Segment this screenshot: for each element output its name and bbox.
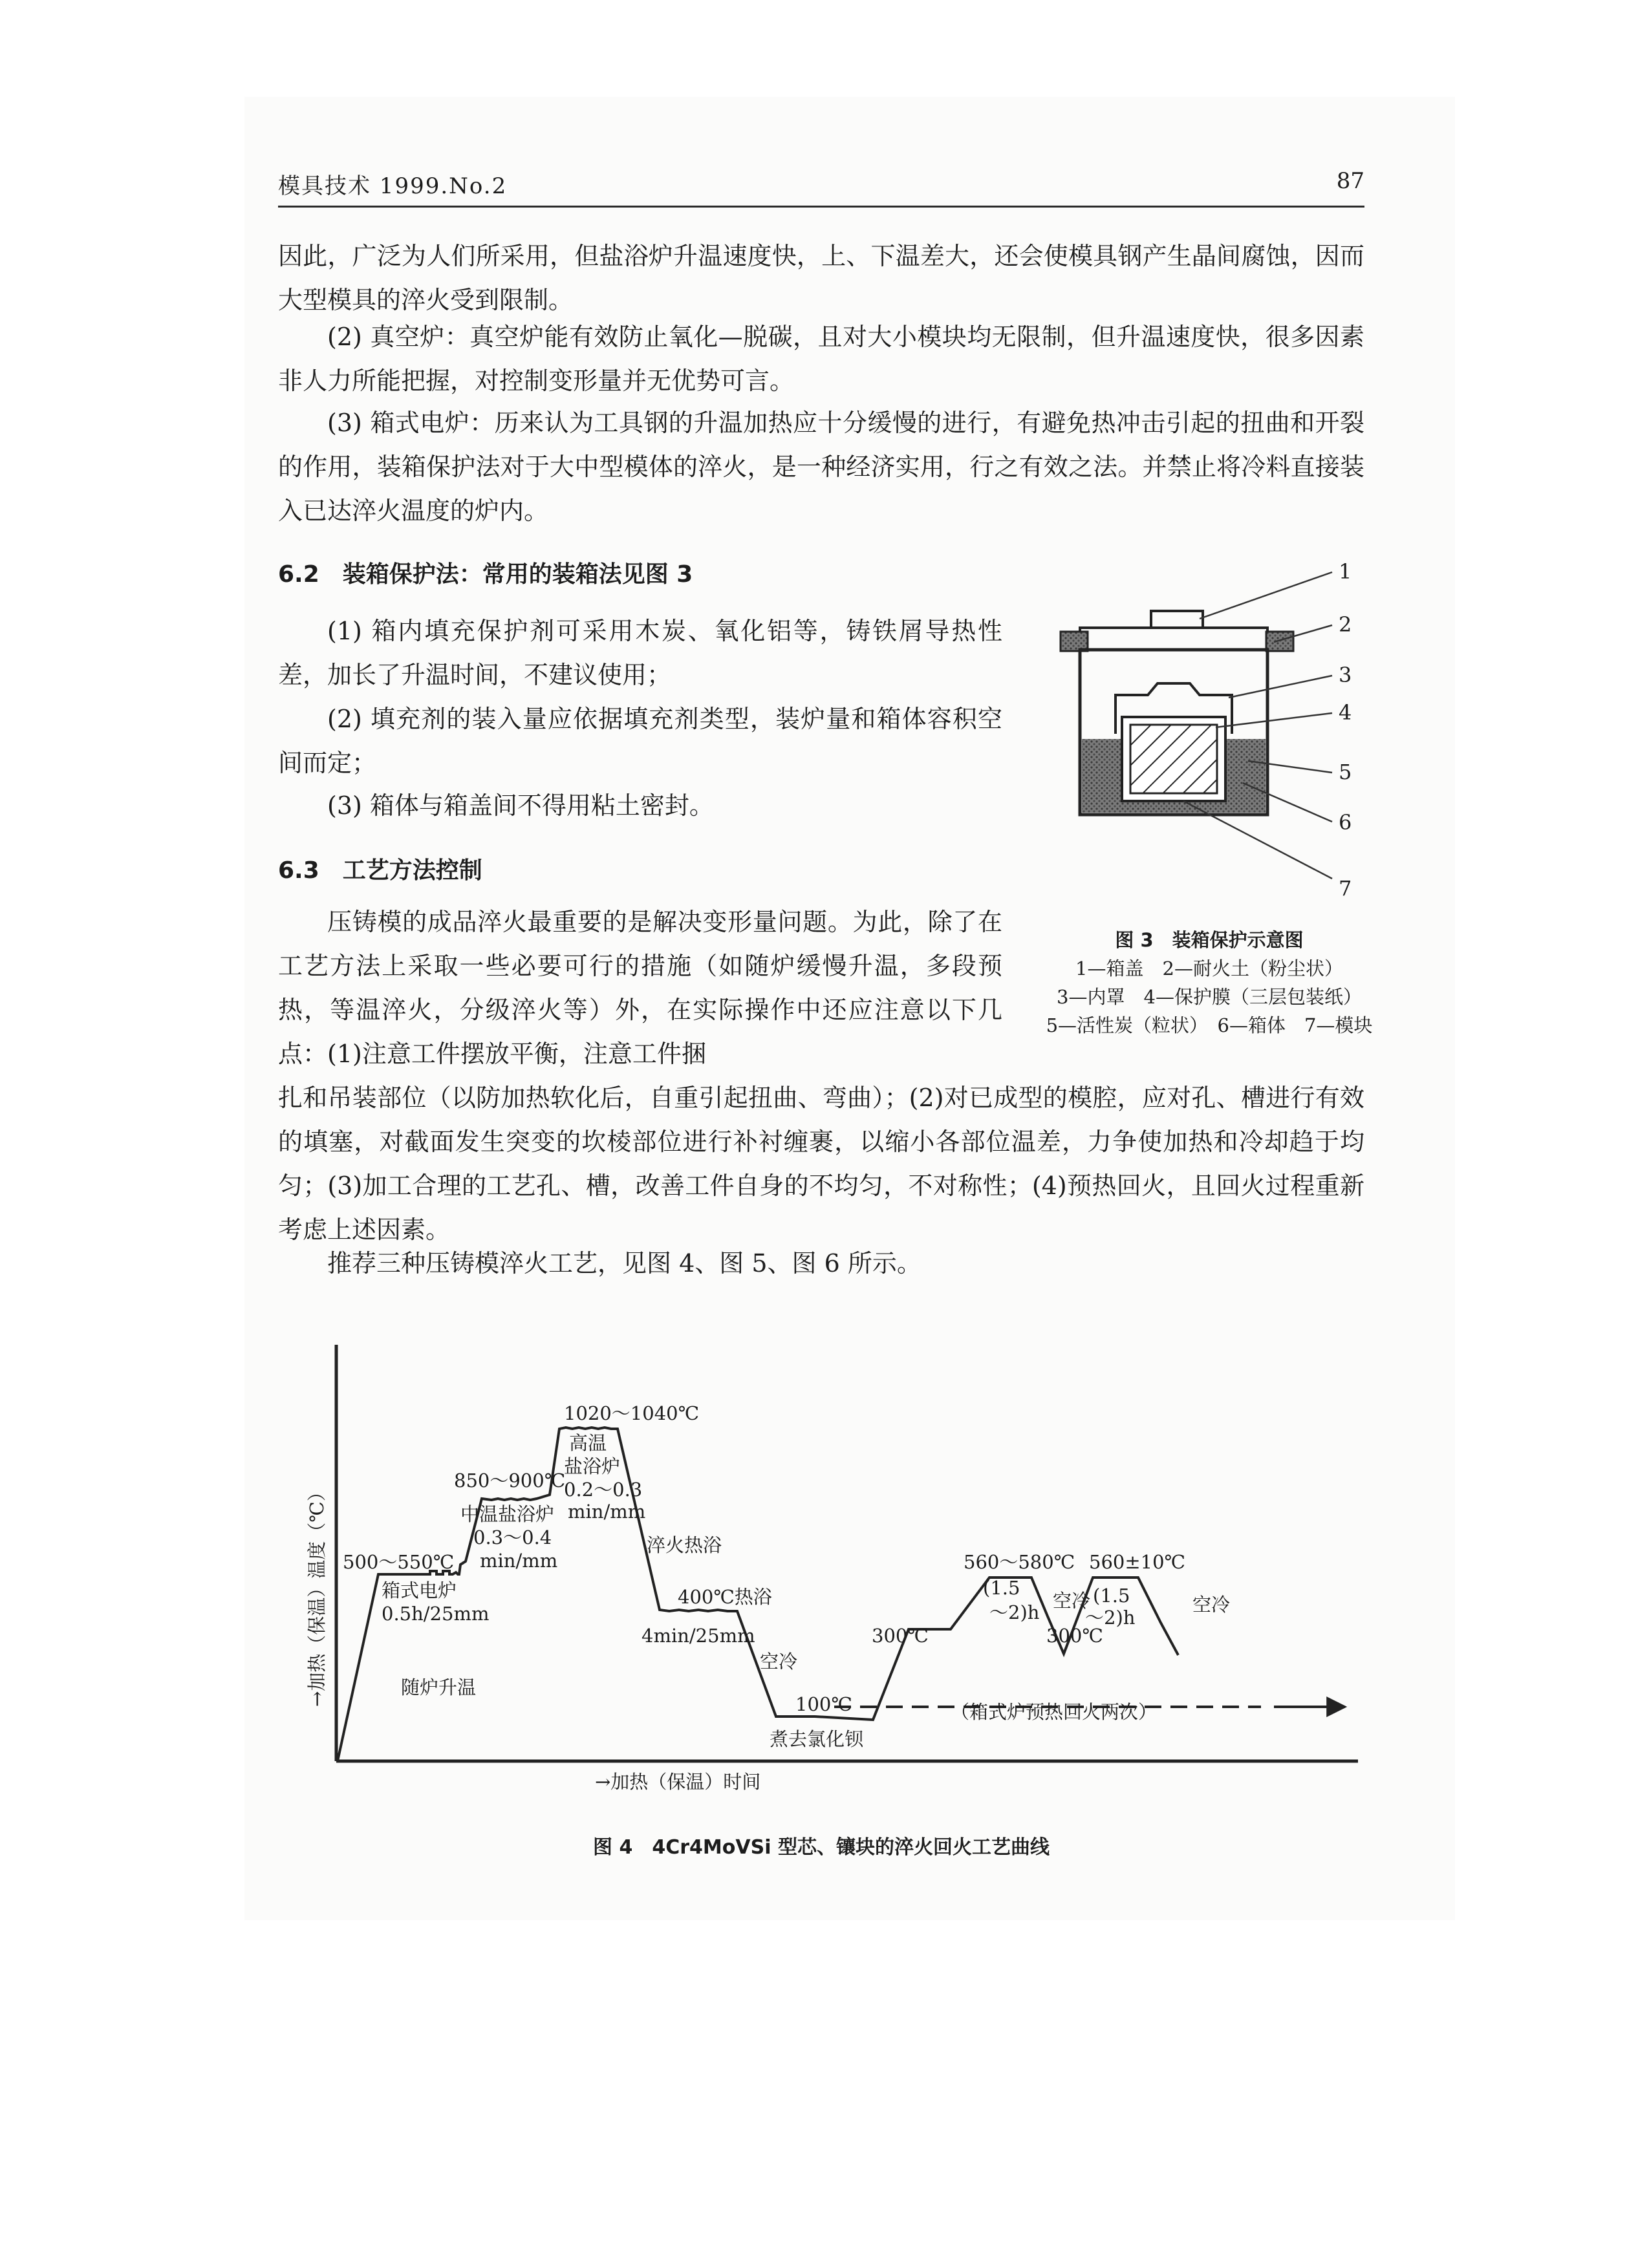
- label-heat-with-furnace: 随炉升温: [401, 1676, 477, 1698]
- refractory-soil-right: [1266, 632, 1293, 651]
- figure-3-caption: [1002, 926, 1416, 1040]
- label-rate-2a: 0.3～0.4: [473, 1526, 552, 1548]
- paragraph-vacuum-furnace: (2) 真空炉：真空炉能有效防止氧化—脱碳，且对大小模块均无限制，但升温速度快，很多因素非人力所能把握，对控制变形量并无优势可言。: [278, 323, 1364, 395]
- section-6-2-heading: 6.2 装箱保护法：常用的装箱法见图 3: [278, 561, 693, 588]
- label-500: 500～550℃: [343, 1551, 455, 1573]
- box-lid: [1080, 611, 1267, 650]
- label-560-a: 560～580℃: [964, 1551, 1075, 1573]
- label-rate-2b: min/mm: [480, 1550, 558, 1572]
- running-header: [278, 168, 1364, 207]
- paragraph-recommend: 推荐三种压铸模淬火工艺，见图 4、图 5、图 6 所示。: [327, 1249, 921, 1278]
- label-850: 850～900℃: [454, 1470, 566, 1492]
- paragraph-no-clay: (3) 箱体与箱盖间不得用粘土密封。: [327, 791, 714, 820]
- paragraph-deformation-a: 压铸模的成品淬火最重要的是解决变形量问题。为此，除了在工艺方法上采取一些必要可行的措施（如随炉缓慢升温，多段预热，等温淬火，分级淬火等）外，在实际操作中还应注意以下几点：(1)注意工件摆放平衡，注意工件捆: [278, 908, 1002, 1068]
- label-300-b: 300℃: [1046, 1625, 1103, 1647]
- label-mid-bath: 中温盐浴炉: [460, 1503, 555, 1525]
- header-rule: [278, 206, 1364, 208]
- label-high-a: 高温: [569, 1432, 607, 1454]
- quench-temper-curve: [304, 1332, 1364, 1810]
- x-axis-label: →加热（保温）时间: [595, 1771, 761, 1793]
- die-block: [1130, 725, 1217, 793]
- y-axis-label: →加热（保温）温度（℃）: [306, 1482, 328, 1707]
- label-temper-note: （箱式炉预热回火两次）: [951, 1701, 1158, 1723]
- callout-1: 1: [1339, 559, 1352, 584]
- label-rate-1: 0.5h/25mm: [382, 1603, 490, 1625]
- label-100: 100℃: [795, 1693, 852, 1715]
- figure-3-legend-2: 3—内罩 4—保护膜（三层包装纸）: [1057, 986, 1362, 1008]
- paragraph-filler: (1) 箱内填充保护剂可采用木炭、氧化铝等，铸铁屑导热性差，加长了升温时间，不建议使用；: [278, 617, 1002, 689]
- curve-annotations: [306, 1402, 1230, 1793]
- figure-3-legend-1: 1—箱盖 2—耐火土（粉尘状）: [1075, 957, 1343, 979]
- callout-6: 6: [1339, 810, 1352, 835]
- page-number: 87: [1336, 168, 1364, 194]
- box-protection-diagram: [1054, 559, 1390, 921]
- label-air-cool-1: 空冷: [760, 1651, 798, 1673]
- figure-3-title: 图 3 装箱保护示意图: [1115, 929, 1304, 951]
- label-560-b: 560±10℃: [1089, 1551, 1185, 1573]
- paragraph-box-furnace: (3) 箱式电炉：历来认为工具钢的升温加热应十分缓慢的进行，有避免热冲击引起的扭曲和开裂的作用，装箱保护法对于大中型模体的淬火，是一种经济实用，行之有效之法。并禁止将冷料直接装入已达淬火温度的炉内。: [278, 409, 1364, 525]
- paragraph-fill-amount: (2) 填充剂的装入量应依据填充剂类型，装炉量和箱体容积空间而定；: [278, 705, 1002, 777]
- paragraph-salt-bath: 因此，广泛为人们所采用，但盐浴炉升温速度快，上、下温差大，还会使模具钢产生晶间腐蚀，因而大型模具的淬火受到限制。: [278, 242, 1364, 314]
- label-hold-1a: (1.5: [983, 1577, 1020, 1599]
- label-hold-2b: ～2)h: [1085, 1607, 1136, 1629]
- journal-title: 模具技术 1999.No.2: [278, 173, 508, 199]
- label-400: 400℃热浴: [678, 1586, 772, 1608]
- label-air-cool-2: 空冷: [1053, 1590, 1091, 1612]
- label-300-a: 300℃: [872, 1625, 929, 1647]
- label-hold-2a: (1.5: [1093, 1585, 1130, 1607]
- label-rate-4: 4min/25mm: [641, 1625, 755, 1647]
- figure-3-legend-3: 5—活性炭（粒状） 6—箱体 7—模块: [1046, 1014, 1373, 1036]
- label-box-furnace: 箱式电炉: [382, 1579, 457, 1601]
- label-air-cool-3: 空冷: [1192, 1594, 1231, 1616]
- callout-5: 5: [1339, 760, 1352, 784]
- label-hold-1b: ～2)h: [989, 1601, 1040, 1623]
- callout-2: 2: [1339, 612, 1352, 637]
- callout-4: 4: [1339, 700, 1352, 725]
- label-1020: 1020～1040℃: [564, 1402, 700, 1424]
- paragraph-deformation-b: 扎和吊装部位（以防加热软化后，自重引起扭曲、弯曲）；(2)对已成型的模腔，应对孔、槽进行有效的填塞，对截面发生突变的坎棱部位进行补衬缠裹，以缩小各部位温差，力争使加热和冷却趋于均匀；(3)加工合理的工艺孔、槽，改善工件自身的不均匀，不对称性；(4)预热回火，且回火过程重新考虑上述因素。: [278, 1084, 1364, 1244]
- label-rate-3a: 0.2～0.3: [564, 1479, 643, 1501]
- label-rate-3b: min/mm: [568, 1501, 646, 1523]
- section-6-3-heading: 6.3 工艺方法控制: [278, 857, 482, 884]
- label-high-b: 盐浴炉: [564, 1455, 621, 1477]
- callout-numbers: [1339, 559, 1352, 901]
- label-quench-bath: 淬火热浴: [647, 1534, 722, 1556]
- label-boil-bacl2: 煮去氯化钡: [770, 1728, 864, 1750]
- figure-4-caption: 图 4 4Cr4MoVSi 型芯、镶块的淬火回火工艺曲线: [593, 1836, 1050, 1859]
- callout-7: 7: [1339, 876, 1352, 901]
- callout-3: 3: [1339, 663, 1352, 687]
